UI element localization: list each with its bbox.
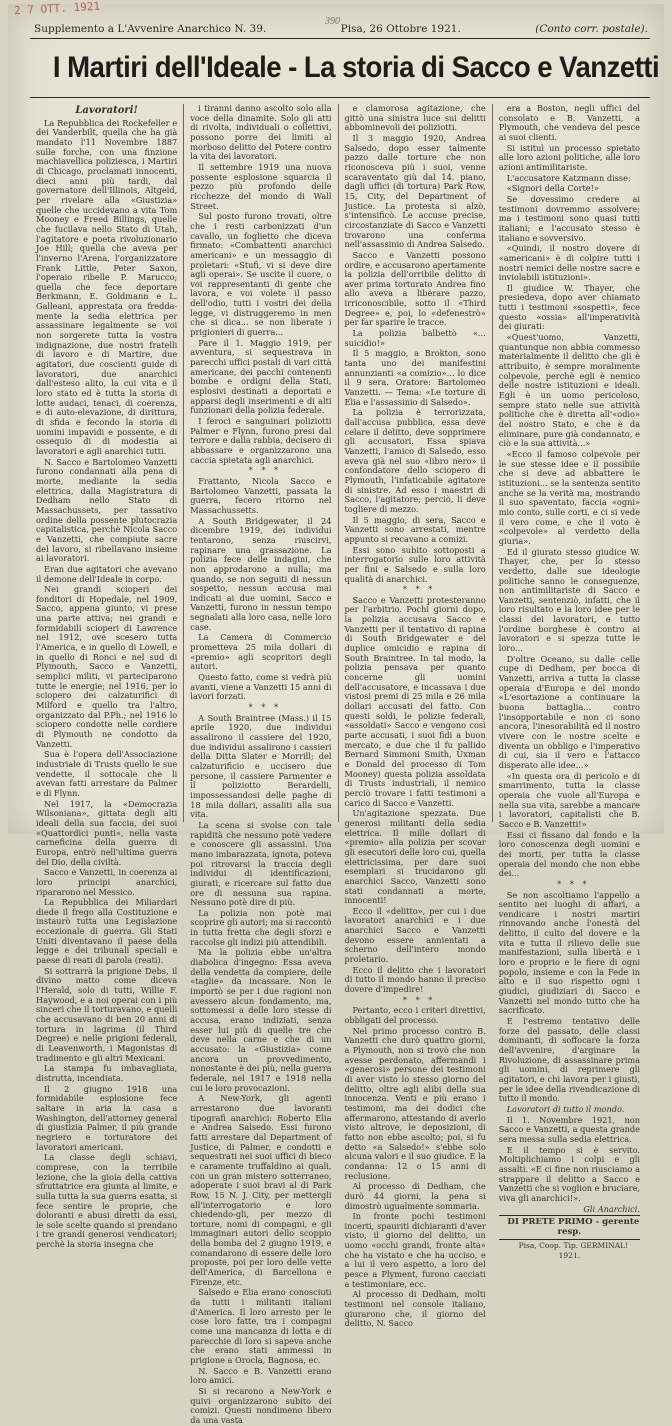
paragraph: Il 3 maggio 1920, Andrea Salsedo, dopo esser talmente pazzo dalle torture che non riconosceva più i suoi, venne scaraventato giù dal 14. piano, dagli uffici (di tortura) Park Row, 15, City, del Department of Justice. La protesta si alzò, s'intensificò. Le accuse precise, circostanziate di Sacco e Vanzetti trovarono una conferma nell'assassinio di Andrea Salsedo.: [344, 132, 486, 250]
top-rule: [30, 38, 650, 39]
dateline: Pisa, 26 Ottobre 1921.: [340, 23, 461, 35]
paragraph: Al processo di Dedham, che durò 44 giorni, la pena si dimostrò ugualmente sommaria.: [344, 1181, 486, 1211]
paragraph: I feroci e sanguinari poliziotti Palmer e Flynn, furono presi dal terrore e dalla rabbia, decisero di abbassare e organizzarono una caccia spietata agli anarchici.: [190, 416, 332, 465]
paragraph: «In questa ora di pericolo e di smarrimento, tutta la classe operaia che vuole all'Europa e nella sua vita, sarebbe a mancare i lavoratori, capitalisti che B. Sacco e B. Vanzetti!»: [498, 770, 640, 829]
column-4: [493, 103, 646, 1261]
paragraph: «Ecco il famoso colpevole per le sue stesse idee e il possibile che si deve ad abbattere le istituzioni... se la sentenza sentito anche se la verità ma, mostrando il suo spaventato, faccia «ogni» mio conto, sulle corti, e ci si vede il vero come, e che il voto è «colpevole» al verdetto della giuria».: [498, 448, 640, 546]
section-divider: * * *: [557, 878, 590, 889]
column-1: [30, 104, 184, 1250]
paragraph: La scena si svolse con tale rapidità che nessuno potè vedere e conoscere gli assassini. Una mano imbarazzata, ignota, poteva poi ritrovarsi la traccia degli individui di identificazioni, giurati, e ricercare sul fatto due ore di nessuna sua rapina. Nessuno potè dire di più.: [190, 819, 332, 908]
paragraph: In fronte pochi testimoni incerti, spauriti dichiaranti d'aver visto, il giorno del delitto, un uomo «occhi grandi, fronte alta» che ha vistato e che ha ucciso, e a lui il vero aspetto, a loro del pesce a Plyment, furono cacciati a testimoniare, ecc.: [344, 1211, 486, 1289]
paragraph: Se dovessimo credere ai testimoni dovremmo assolvere; ma i testimoni sono quasi tutti italiani; e l'accusato stesso è italiano e sovversivo.: [498, 193, 640, 243]
paragraph: Il 2 giugno 1918 una formidabile esplosione fece saltare in aria la casa a Washington, dell'attorney general di giustizia Palmer, il più grande negriero e torturatore dei lavoratori americani.: [36, 1083, 178, 1152]
paragraph: Sacco e Vanzetti possono ordire, e accusarono apertamente la polizia dell'orribile delitto di aver prima torturato Andrea fino allo aveva a liberare pazzo, irriconoscibile, sotto il «Third Degree» e, poi, lo «defenestrò» per far sparire le tracce.: [344, 249, 486, 328]
date-stamp: 2 7 OTT. 1921: [13, 0, 101, 18]
section-divider: * * *: [248, 465, 282, 476]
paragraph: Il settembre 1919 una nuova possente esplosione squarcia il pezzo più profondo delle ricchezze del mondo di Wall Street.: [190, 161, 332, 211]
paragraph: E l'estremo tentativo delle forze del passato, delle classi dominanti, di soffocare la forza dell'avvenire, d'arginare la Rivoluzione, di assassinare prima gli uomini, di reprimere gli agitatori, e chi lavora per i giusti, per le idee della rivendicazione di tutto il mondo.: [498, 1016, 640, 1104]
section-heading: Lavoratori!: [75, 105, 138, 116]
article-columns: [30, 103, 646, 1425]
headline: I Martiri dell'Ideale - La storia di Sacco e Vanzetti: [52, 51, 660, 84]
paragraph: «Quindi, il nostro dovere di «americani» è di colpire tutti i nostri nemici delle nostre sacre e inviolabili istituzioni».: [498, 243, 640, 283]
paragraph: Ecco il delitto che i lavoratori di tutto il mondo hanno il preciso dovere d'impedire!: [344, 964, 486, 995]
paragraph: Sacco e Vanzetti, in coerenza ai loro principi anarchici, ripararono nel Messico.: [36, 867, 178, 897]
section-divider: * * *: [248, 702, 282, 713]
pencil-annotation: 390: [325, 16, 340, 27]
postal-note: (Conto corr. postale).: [535, 23, 648, 35]
paragraph: La stampa fu imbavagliata, distrutta, incendiata.: [36, 1063, 178, 1083]
paragraph: N. Sacco e Bartolomeo Vanzetti furono condannati alla pena di morte, mediante la sedia elettrica, dalla Magistratura di Dedham nello Stato di Massachussets, per tassativo ordine della possente plutocrazia capitalistica, perchè Nicola Sacco e Vanzetti, che compiute sacre del lavoro, si ribellavano insieme ai lavoratori.: [36, 456, 178, 564]
paragraph: D'oltre Oceano, su dalle celle cupe di Dedham, per bocca di Vanzetti, arriva a tutta la classe operaia d'Europa e del mondo «L'esortazione a continuare la buona battaglia... contro l'insopportabile e non ci sono ancora, l'inesorabilità ed il nostro vivere con le nostre scelte e diventa un obbligo e l'imperativo di cui, sia il vero e l'attacco disperato alle idee...»: [498, 653, 640, 770]
paragraph: Eran due agitatori che avevano il demone dell'Ideale in corpo.: [36, 563, 178, 584]
paragraph: Sacco e Vanzetti protesteranno per l'arbitrio. Pochi giorni dopo, la polizia accusava Sacco e Vanzetti per il tentativo di rapina di South Bridgewater e del duplice omicidio e rapina di South Braintree. In tal modo, la polizia pensava per quanto concerne gli uomini dell'accusatore, e incassava i due vistosi premi di 25 mila e 26 mila dollari accusati del fatto. Con questi soldi, le polizie federali, «assoldati» Sacco e vengono così parte accusati, i suoi fidi a buon mercato, e due che il fu pallido Bernard Simmoni Smith, Uxman e Donald del processo di Tom Mooney) questa polizia assoldata di Trusts industriali, il nemico perciò trovare i fatti testimoni a carico di Sacco e Vanzetti.: [344, 594, 486, 808]
paragraph: L'accusatore Katzmann disse:: [506, 172, 631, 183]
paragraph: Ed il giurato stesso giudice W. Thayer, che, per lo stesso verdetto, dalle sue ideologie politiche sanno le conseguenze, non antimilitariste di Sacco e Vanzetti, sentenziò, infatti, che il loro risultato e la loro idee per le classi dei lavoratori, e tutto l'ordine borghese è contro ai lavoratori e si spezza tutte le loro...: [498, 546, 640, 654]
headline-rule: [30, 97, 650, 98]
paragraph: Un'agitazione spezzata. Due generosi militanti della sedia elettrica. Il mille dollari di «premio» alla polizia per scovar gli esecutori delle loro cui, quella elettricissima, per dare suoi esemplari si trucidarono gli anarchici Sacco, Vanzetti sono stati condannati a morte, innocenti!: [344, 808, 486, 906]
paragraph: e clamorosa agitazione, che gittò una sinistra luce sui delitti abbominevoli dei poliziotti.: [344, 103, 486, 133]
paragraph: Nel primo processo contro B. Vanzetti che durò quattro giorni, a Plymouth, non si trovò che non avesse perdonato, affermandi i «generosi» persone dei testimoni di aver visto lo stesso giorno del delitto, oltre agli alibi della sua innocenza. Venti e più erano i testimoni, ma dei dodici che affermarono, attestando di averlo visto altrove, le deposizioni, di fatto non ebbe ascolto; poi, si fu detto «a Salsedo!» s'ebbe solo alcuna valori e il suo giudice. E la condanna: 12 o 15 anni di reclusione.: [344, 1025, 486, 1181]
paragraph: «Quest'uomo, Vanzetti, quantunque non abbia commesso materialmente il delitto che gli è attribuito, è sempre moralmente colpevole, perchè egli è nemico delle nostre istituzioni e ideali. Egli è un uomo pericoloso, sempre stato nelle sue attività politiche che è diretta all'«odio» del nostro Stato, e che è da eliminare, pure già condannato, e ciò e la sua attività...»: [498, 332, 640, 449]
paragraph: Il 5 maggio, di sera, Sacco e Vanzetti sono arrestati, mentre appunto si recavano a comizi.: [344, 514, 486, 544]
paragraph: A New-York, gli agenti arrestarono due lavoranti tipografi anarchici: Roberto Elia e Andrea Salsedo. Essi furono fatti arrestare dal Department of Justice, di Palmer, e condotti e sequestrati nei suoi uffici di bieco e caramente truffaldino ai quali, con un gran mistero sotterraneo, adoperate i suoi bravi al di Park Row, 15 N. J. City, per mettergli all'interrogatorio e loro chiedendo-gli, per mezzo di torture, nomi di compagni, e gli immaginari autori dello scoppio della bomba del 2 giugno 1919, e comandarono di essere delle loro proposte, poi per loro delle vette dell'America, di Barcellona e Firenze, etc.: [190, 1093, 332, 1287]
paragraph: Salsedo e Elia erano conosciuti da tutti i militanti italiani d'America. Il loro arresto per le cose loro fatte, tra i compagni come una mancanza di lotta e di parecchie di loro si sapeva anche che erano stati ammessi in prigione a Orocla, Bagnosa, ec.: [190, 1287, 332, 1365]
paragraph: La Repubblica dei Miliardari diede il frego alla Costituzione e instaurò tutta una Legislazione eccezionale di guerra. Gli Stati Uniti diventavano il paese della legge e dei tribunali speciali e paese di reati di parola (reati).: [36, 897, 178, 966]
paragraph: N. Sacco e B. Vanzetti erano loro amici.: [190, 1365, 332, 1386]
paragraph: Si istituì un processo spietato alle loro azioni politiche, alle loro azioni antimilitariste.: [498, 142, 640, 172]
paragraph: Ma la polizia ebbe un'altra diabolica d'ingegno: Essa aveva della vendetta da compiere, delle «taglie» da incassare. Non le importò se per i due ragioni non avessero alcun fondamento, ma, sottomessi a delle loro stesse di accusa, erano indiziati, senza esser lui più di quelle tre che deve nella carne e che di un accusato: la «Giustizia» come ancora un provvedimento, nonostante è dei più, nella guerra federale, nel 1917 e 1918 nella cui le loro provocazioni.: [190, 947, 332, 1093]
paragraph: La polizia balbettò «... suicidio!»: [344, 328, 486, 348]
paragraph: A South Braintree (Mass.) il 15 aprile 1920, due individui assalirono il cassiere del 1920, due individui assalirono i cassieri della Ditta Slater e Morrill; del calzaturificio e uccisero due persone, il cassiere Parmenter e il poliziotto Berardelli, impossessandosi delle paghe di 18 mila dollari, assaliti alla sua vita.: [190, 712, 332, 820]
paragraph: Il 1. Novembre 1921, non Sacco e Vanzetti, a questa grande sera messa sulla sedia elettrica.: [498, 1114, 640, 1144]
paragraph: Questo fatto, come si vedrà più avanti, viene a Vanzetti 15 anni di lavori forzati.: [190, 672, 332, 702]
paragraph: Si si recarono a New-York e quivi organizzarono subito dei comizi. Questi nondimeno libero da una vasta: [190, 1385, 332, 1425]
paragraph: E il tempo si è servito. Moltiplichiamo i colpi e gli assalti. «E ci fine non riusciamo a strappare il delitto a Sacco e Vanzetti che si voglion e bruciare, viva gli anarchici!».: [498, 1144, 640, 1203]
paragraph: A South Bridgewater, il 24 dicembre 1919, dei individui tentarono, senza riuscirvi, rapinare una grassazione. La polizia fece delle indagini, che non approdarono a nulla; ma quando, se non seguiti di nessun sospetto, nessun accusa mai indicati ai due uomini, Sacco e Vanzetti, furono in nessun tempo segnalati alla loro casa, nelle loro case.: [190, 515, 332, 632]
paragraph: Lavoratori di tutto il mondo.: [506, 1103, 625, 1114]
paragraph: La polizia non potè mai scoprire gli autori; ma si raccontò in tutta fretta che degli sforzi e raccolse gli indizi più attendibili.: [190, 907, 332, 947]
supplement-label: Supplemento a L'Avvenire Anarchico N. 39.: [34, 23, 267, 35]
section-divider: * * *: [402, 994, 436, 1005]
newspaper-page: [8, 0, 664, 1425]
paragraph: Il 5 maggio, a Brokton, sono tanta uno dei manifestini annunzianti «a comizio»... lo dice il 9 sera. Oratore: Bartolomeo Vanzetti. — Tema: «Le torture di Elia e l'assassinio di Salsedo».: [344, 348, 486, 407]
paragraph: Essi ci fissano dal fondo e la loro conoscenza degli uomini e dei morti, per tutta la classe operaia del mondo che non ebbe dei...: [498, 829, 640, 879]
paragraph: Frattanto, Nicola Sacco e Bartolomeo Vanzetti, passata la guerra, fecero ritorno nel Massachussetts.: [190, 475, 332, 515]
paragraph: Ecco il «delitto», per cui i due lavoratori anarchici e i due anarchici Sacco e Vanzetti devono essere annientati a scherno dell'intero mondo proletario.: [344, 905, 486, 965]
paragraph: i tiranni danno ascolto solo alla voce della dinamite. Solo gli atti di rivolta, individuali o collettivi, possono porre dei limiti al morboso delitto del Potere contro la vita dei lavoratori.: [190, 103, 332, 162]
paragraph: Sua è l'opera dell'Associazione industriale di Trusts quello le sue vendette, il sottocale che li avevan fatti arrestare da Palmer e di Flynn.: [36, 749, 178, 798]
paragraph: Se non ascoltiamo l'appello a sentito nei luoghi di affari, a vendicare i nostri martiri rinnovando anche l'onestà del delitto, il culto del dovere e la vita e tutta il rilievo delle sue manifestazioni, sulla libertà e i loro e proprio e le fiere di ogni popolo, insieme e con la Fede in alto e il suo rispetto ogni i giudici, giudiziari di Sacco e Vanzetti nel mondo tutto che ha sacrificato.: [498, 889, 640, 1016]
column-3: [339, 103, 493, 1329]
paragraph: Sul posto furono trovati, oltre che i resti carbonizzati d'un cavallo, un foglietto che diceva firmato: «Combattenti anarchici americani» e un messaggio di proletari: «Stufi, vi si deve dire agli operai». Se uscite il cuore, o voi rappresentanti di gente che lavora, e voi volete il passo dell'odio, tutti i vostri dei della legge, vi distruggeremo in men che si dica... se non liberate i prigionieri di guerra...: [190, 211, 332, 338]
paragraph: La classe degli schiavi, comprese, con la terribile lezione, che la gioia della cattiva sfruttatrice era giunta al limite, e sulla tutta la sua guerra esatta, si fece sentire le proprie, che doloranti e abusi diretti da essi, le sole scelte quando si prendano i tre grandi generosi vendicatori; perchè la storia insegna che: [36, 1152, 178, 1250]
paragraph: Pertanto, ecco i criteri direttivi, obbligati del processo.: [344, 1005, 486, 1026]
paragraph: «Signori della Corte!»: [506, 183, 599, 194]
section-divider: * * *: [402, 584, 436, 595]
printer-line: Pisa, Coop. Tip. GERMINAL! 1921.: [518, 1241, 629, 1261]
paragraph: Si sottrarrà la prigione Debs, il divino matto come diceva l'Herald, solo di tutti, Willie F. Haywood, e a noi operai con i più sinceri che il torturavano, e quelli che accusavano di ben 20 anni di tortura in lagrima (il Third Degree) e nelle prigioni federali, di Leavenworth, i Magonistas di tradimento e gli altri Mexicani.: [36, 965, 178, 1063]
paragraph: Pare il 1. Maggio 1919, per avventura, si sequestrava in parecchi uffici postali di vari città americane, dei pacchi contenenti bombe e ordigni della Stati, esplosivi destinati a deportati e apparsi degli inserimenti e di alti funzionari della polizia federale.: [190, 337, 332, 416]
masthead: [34, 22, 648, 36]
paragraph: Il giudice W. Thayer, che presiedeva, dopo aver chiamato tutti i testimoni «sospetti», fece questo «ossia» all'imperatività dei giurati:: [498, 282, 640, 332]
paragraph: La Repubblica dei Rockefeller e dei Vanderbilt, quella che ha già mandato l'11 Novembre 1887 sulle forche, con una finzione machiavellica poliziesca, i Martiri di Chicago, proclamati innocenti, dieci anni più tardi, dal governatore dell'Illinois, Altgeld, per rivelare alla «Giustizia» quelle che uccidevano a vita Tom Mooney e Freed Billings, quelle che fucilava nello Stato di Utah, l'agitatore e poeta rivoluzionario Joe Hill; quella che aveva per l'inverno l'Arena, l'organizzatore Frank Little, Peter Saxon, l'operaio ribelle P. Marucco; quella che fece deportare Berkmann, E. Goldmann e L. Galleani, apprestata ora fredda-mente la sedia elettrica per assassinare legalmente se voi non sorgerete tutta la vostra indignazione, due nostri fratelli di lavoro e di Martire, due agitatori, due coscienti guide di lavoratori, due anarchici dall'esteso alito, la cui vita e il loro stato ed è tutta la storia di lotte audaci, tenaci, di coerenza, e di auto-elevazione, di dirittura, di sfida e fecondo la storia di uomini impavidi e possente, e di ossequio di di modestia ai lavoratori e agli anarchici tutti.: [36, 117, 178, 456]
paragraph: La Camera di Commercio prometteva 25 mila dollari di «premio» agli scopritori degli autori.: [190, 632, 332, 672]
signature: Gli Anarchici.: [583, 1203, 640, 1214]
paragraph: Al processo di Dedham, molti testimoni nel console italiano, giurarono che, il giorno del delitto, N. Sacco: [344, 1289, 486, 1329]
editor-line: DI PRETE PRIMO - gerente resp.: [499, 1215, 640, 1240]
column-2: [184, 103, 338, 1425]
paragraph: Nel 1917, la «Democrazia Wilsoniana», gittata degli alti ideali della sua faccia, dei suoi «Quattordici punti», nella vasta carneficina della guerra di Europa, entrò nell'ultima guerra del Dio, della civiltà.: [36, 798, 178, 867]
paragraph: era a Boston, negli uffici del consolato e B. Vanzetti, a Plymouth, che vendeva del pesce ai suoi clienti.: [498, 103, 640, 142]
paragraph: Essi sono subito sottoposti a interrogatorio sulle loro attività per fini e Salsedo e sulla loro qualità di anarchici.: [344, 544, 486, 584]
paragraph: Nei grandi scioperi dei fonditori di Hopedale, nel 1909, Sacco, appena giunto, vi prese una parte attiva; nei grandi e formidabili scioperi di Lawrence nel 1912, ove scesero tutta l'America, e in quello di Lowell, e in quello di Ronci e nel sud di Plymouth, Sacco e Vanzetti, semplici militi, vi parteciparono tutte le energie; nel 1916, per lo sciopero dei calzaturifici di Milford e quello tra l'altro, organizzato dal P.Ph.; nel 1916 lo sciopero condotte nelle cordiere di Plymouth ne condotto da Vanzetti.: [36, 584, 178, 749]
paragraph: La polizia è terrorizzata, dall'accusa pubblica, essa deve celare il delitto, deve sopprimere gli accusatori. Essa spiava Vanzetti, l'amico di Salsedo, esso aveva già nel suo «libro nero» il confondatore dello sciopero di Plymouth, l'infaticabile agitatore di sinistre. Ad esso i maestri di Sacco, l'agitatore; perciò, li deve togliere di mezzo.: [344, 407, 486, 514]
